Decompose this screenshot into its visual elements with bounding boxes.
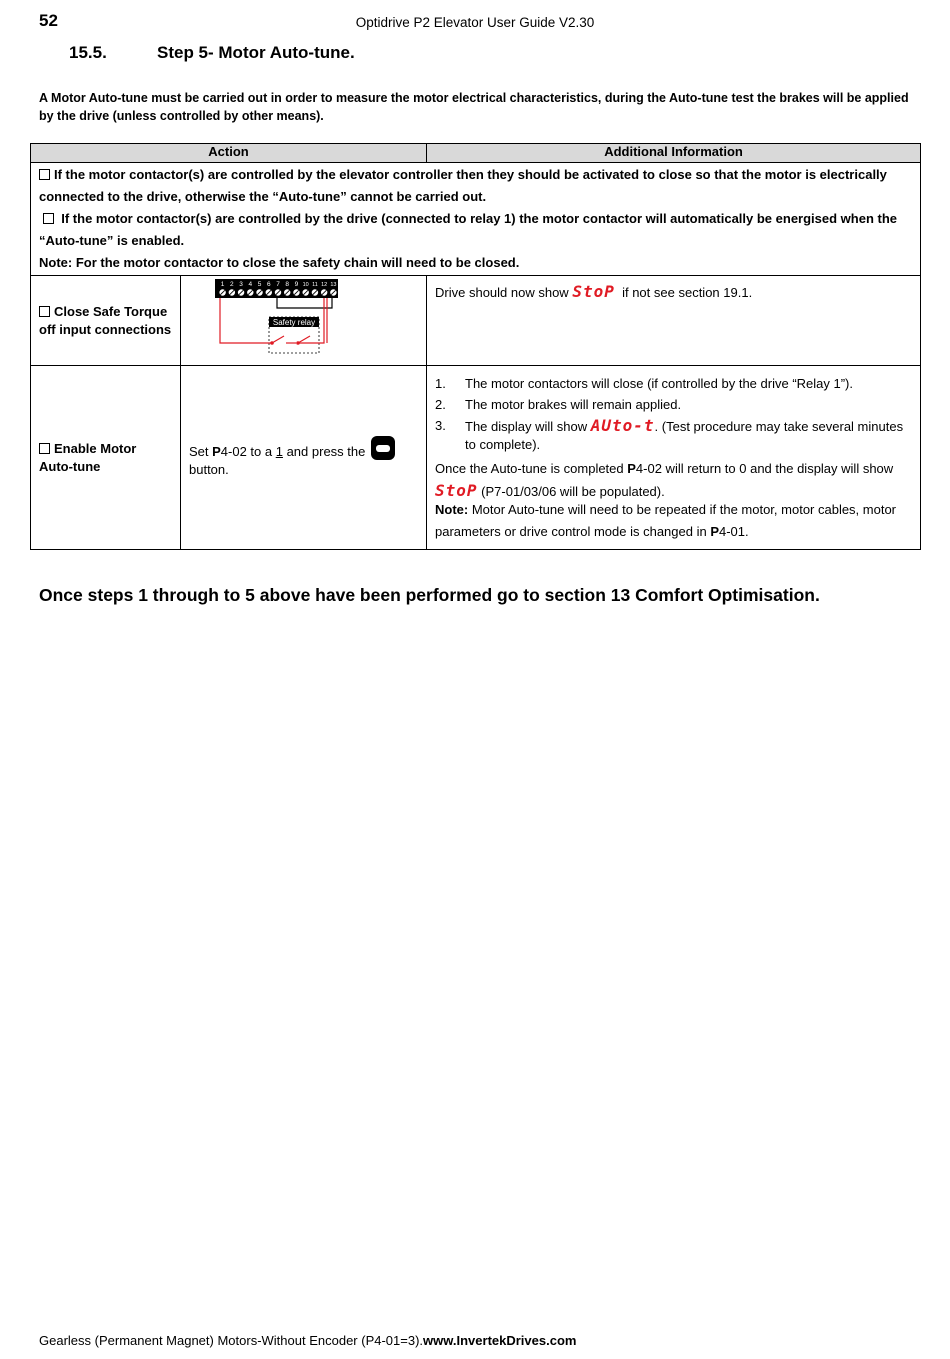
action-end: button.: [189, 462, 229, 477]
action-param-p: P: [212, 444, 221, 459]
terminal-wiring-diagram: [214, 278, 340, 356]
steps-table: [30, 143, 921, 550]
terminal-number: 2: [230, 281, 234, 288]
autotune-note: Note: Motor Auto-tune will need to be repeated if the motor, motor cables, motor parameters or drive control mode is changed in P4-01.: [435, 502, 897, 539]
terminal-number: 7: [276, 281, 280, 288]
autotune-row: [31, 366, 921, 550]
list-item: 3. The display will show AUto-t. (Test procedure may take several minutes to complete).: [435, 416, 904, 452]
terminal-number: 10: [302, 282, 309, 288]
completion-paragraph: Once the Auto-tune is completed P4-02 will return to 0 and the display will show StoP (P7-01/03/06 will be populated).: [435, 461, 894, 500]
sto-info-prefix: Drive should now show: [435, 285, 569, 300]
terminal-number: 4: [248, 281, 253, 288]
autotune-info-cell: [427, 366, 921, 550]
terminal-number: 13: [330, 282, 337, 288]
autotune-label-cell: [31, 366, 181, 550]
header-action: Action: [31, 144, 427, 163]
terminal-number: 5: [257, 281, 262, 288]
sto-label: Close Safe Torque off input connections: [39, 303, 172, 337]
sto-row: [31, 276, 921, 366]
intro-paragraph: A Motor Auto-tune must be carried out in order to measure the motor electrical characteristics, during the Auto-tune test the brakes will be applied by the drive (unless controlled by other means).: [39, 91, 909, 123]
terminal-number: 9: [294, 281, 299, 288]
autotune-steps-list: [435, 375, 912, 454]
list-item: 1. The motor contactors will close (if controlled by the drive “Relay 1”).: [435, 376, 853, 391]
safety-relay-label: Safety relay: [272, 318, 316, 327]
sto-info-cell: [427, 276, 921, 366]
terminal-number: 1: [220, 281, 225, 288]
display-stop: StoP: [572, 282, 615, 301]
terminal-number: 3: [239, 281, 243, 288]
list-item: 2. The motor brakes will remain applied.: [435, 397, 682, 412]
checkbox-icon[interactable]: [39, 169, 50, 180]
display-stop: StoP: [435, 481, 478, 500]
autotune-action-cell: [181, 366, 427, 550]
terminal-number: 8: [285, 281, 290, 288]
document-title: Optidrive P2 Elevator User Guide V2.30: [355, 15, 595, 30]
section-number: 15.5.: [69, 43, 107, 62]
note-line-2-text: If the motor contactor(s) are controlled by the drive (connected to relay 1) the motor contactor will automatically be energised when the “Auto-tune” is enabled.: [39, 211, 898, 248]
section-title: Step 5- Motor Auto-tune.: [157, 43, 355, 62]
contactor-note-row: [31, 163, 921, 276]
note-line-1-text: If the motor contactor(s) are controlled by the elevator controller then they should be activated to close so that the motor is electrically connected to the drive, otherwise the “Auto-tune” cannot be carried out.: [39, 167, 887, 204]
checkbox-icon[interactable]: [39, 443, 50, 454]
action-param: 4-02 to a: [220, 444, 276, 459]
display-autotune: AUto-t: [590, 416, 655, 435]
footer: [39, 1333, 576, 1348]
terminal-number: 6: [266, 281, 271, 288]
action-set: Set: [189, 444, 213, 459]
relay-contact-1: [272, 336, 284, 343]
contactor-note-cell: [31, 163, 921, 276]
sto-wire-left: [220, 298, 272, 343]
note-line-3: Note: For the motor contactor to close the safety chain will need to be closed.: [39, 255, 520, 270]
section-heading: [69, 43, 355, 63]
closing-instruction: Once steps 1 through to 5 above have been performed go to section 13 Comfort Optimisation.: [39, 585, 820, 605]
footer-url[interactable]: www.InvertekDrives.com: [423, 1333, 577, 1348]
terminal-number: 12: [321, 282, 328, 288]
sto-info-suffix: if not see section 19.1.: [622, 285, 753, 300]
checkbox-icon[interactable]: [43, 213, 54, 224]
action-rest: and press the: [282, 444, 366, 459]
sto-label-cell: [31, 276, 181, 366]
autotune-label: Enable Motor Auto-tune: [39, 440, 137, 474]
footer-text: Gearless (Permanent Magnet) Motors-Without Encoder (P4-01=3).: [39, 1333, 424, 1348]
table-header-row: [31, 144, 921, 163]
relay-contact-2: [298, 336, 310, 343]
sto-diagram-cell: [181, 276, 427, 366]
page-number: 52: [39, 11, 58, 30]
action-value: 1: [275, 444, 283, 459]
note-line-1: [39, 164, 912, 208]
terminal-number: 11: [312, 282, 318, 288]
header-additional-info: Additional Information: [427, 144, 921, 163]
checkbox-icon[interactable]: [39, 306, 50, 317]
keypad-mode-button-icon: [371, 436, 395, 460]
note-line-2: [39, 208, 912, 252]
